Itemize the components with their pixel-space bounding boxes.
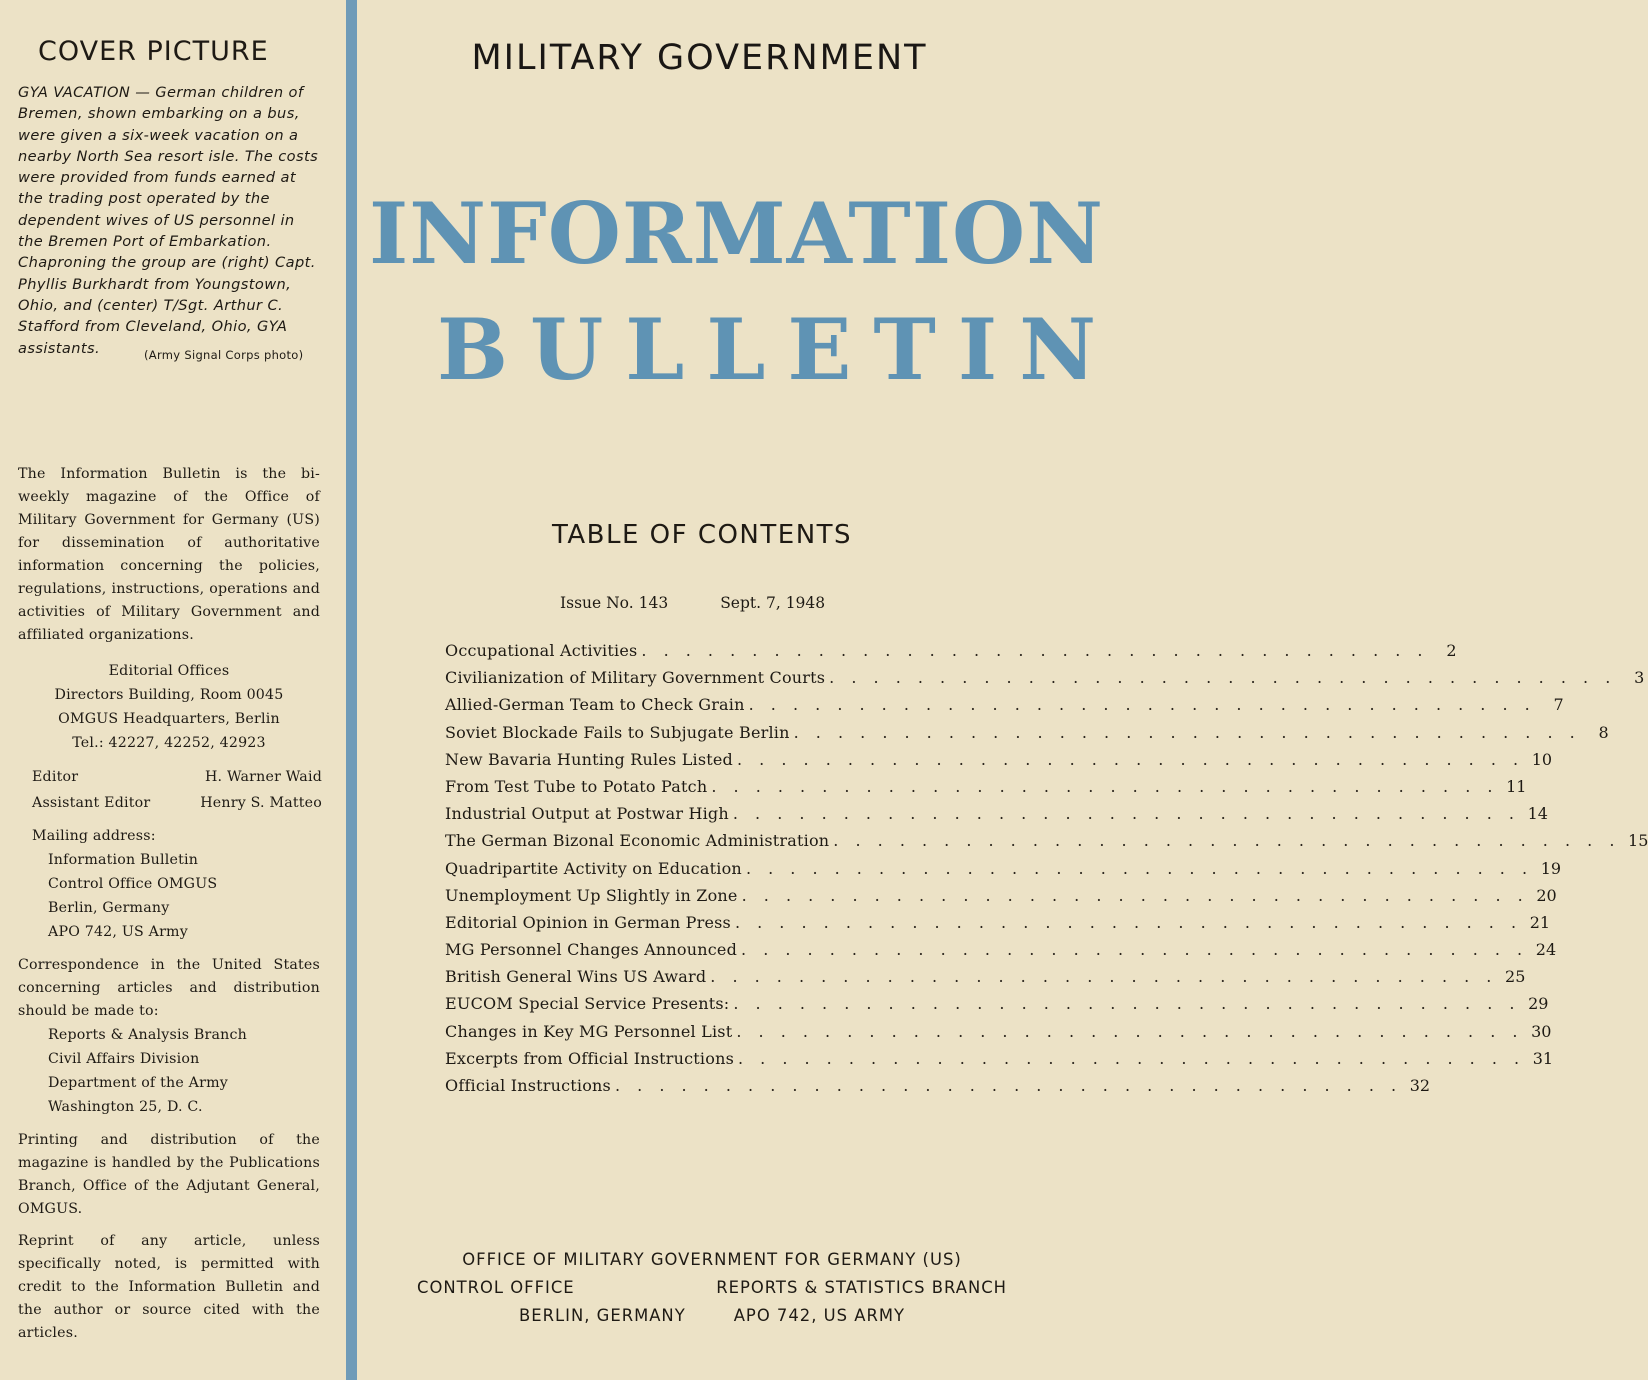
toc-leader: [711, 773, 1498, 800]
toc-entry: [445, 909, 1551, 936]
left-column: [0, 0, 345, 1380]
toc-heading: TABLE OF CONTENTS: [551, 520, 853, 550]
footer-city: BERLIN, GERMANY: [519, 1306, 686, 1325]
title-bulletin: BULLETIN: [437, 300, 1118, 399]
staff-role: Editor: [32, 769, 79, 785]
office-phone-line: Tel.: 42227, 42252, 42923: [72, 735, 266, 751]
cover-picture-heading: COVER PICTURE: [38, 36, 269, 67]
toc-page: 14: [1527, 804, 1548, 824]
toc-page: 3: [1634, 668, 1645, 688]
correspondence-line: Civil Affairs Division: [48, 1051, 200, 1067]
toc-entry: [445, 990, 1549, 1017]
footer-line-2: [417, 1274, 1007, 1302]
toc-entry: [445, 691, 1564, 718]
issue-date: Sept. 7, 1948: [720, 594, 826, 612]
staff-name: H. Warner Waid: [204, 769, 322, 785]
printing-note: Printing and distribution of the magazine is handled by the Publications Branch, Office of the Adjutant General, OMGUS.: [18, 1132, 320, 1217]
toc-leader: [741, 936, 1528, 963]
toc-entry: [445, 1045, 1554, 1072]
toc-title: Editorial Opinion in German Press: [445, 912, 731, 932]
toc-leader: [829, 664, 1616, 691]
toc-page: 29: [1528, 994, 1549, 1014]
issue-info: [560, 594, 860, 612]
staff-role: Assistant Editor: [32, 795, 151, 811]
toc-title: The German Bizonal Economic Administration: [445, 831, 830, 851]
toc-entry: [445, 936, 1557, 963]
title-information: INFORMATION: [369, 184, 1105, 283]
staff-row-assistant-editor: [32, 791, 322, 817]
editorial-offices-heading: Editorial Offices: [108, 663, 230, 679]
toc-title: EUCOM Special Service Presents:: [445, 994, 730, 1014]
toc-title: New Bavaria Hunting Rules Listed: [445, 749, 733, 769]
mailing-line: Berlin, Germany: [48, 900, 170, 916]
toc-title: MG Personnel Changes Announced: [445, 940, 738, 960]
toc-entry: [445, 882, 1557, 909]
toc-page: 10: [1531, 749, 1553, 769]
toc-leader: [733, 990, 1520, 1017]
mailing-address-label: Mailing address:: [32, 828, 156, 844]
footer-branch: REPORTS & STATISTICS BRANCH: [716, 1278, 1007, 1297]
toc-leader: [833, 827, 1620, 854]
toc-leader: [736, 1018, 1523, 1045]
toc-entry: [445, 664, 1645, 691]
toc-page: 32: [1409, 1076, 1431, 1095]
correspondence-text: Correspondence in the United States concerning articles and distribution should be made to:: [18, 957, 320, 1019]
footer-line-1: [417, 1246, 1007, 1274]
toc-page: 7: [1553, 695, 1564, 715]
toc-leader: [749, 691, 1536, 718]
toc-leader: [742, 882, 1529, 909]
office-address-line: OMGUS Headquarters, Berlin: [58, 711, 280, 727]
office-address-line: Directors Building, Room 0045: [54, 687, 284, 703]
photo-credit: (Army Signal Corps photo): [144, 348, 304, 362]
toc-page: 19: [1540, 858, 1562, 878]
toc-entry: [445, 1018, 1552, 1045]
toc-page: 15: [1628, 831, 1648, 851]
staff-name: Henry S. Matteo: [200, 795, 322, 811]
right-column: [357, 0, 1648, 1380]
toc-entry: [445, 719, 1609, 746]
toc-page: 24: [1535, 940, 1557, 960]
toc-leader: [641, 637, 1428, 664]
toc-leader: [615, 1072, 1402, 1099]
correspondence-line: Washington 25, D. C.: [48, 1099, 203, 1115]
mailing-line: APO 742, US Army: [48, 924, 188, 940]
footer-line-3: [417, 1302, 1007, 1330]
toc-leader: [737, 746, 1524, 773]
toc-page: 30: [1531, 1021, 1552, 1041]
toc-title: Occupational Activities: [445, 641, 638, 660]
footer-control-office: CONTROL OFFICE: [417, 1278, 575, 1297]
issue-number: Issue No. 143: [560, 594, 669, 612]
toc-entry: [445, 637, 1457, 664]
toc-entry: [445, 746, 1553, 773]
footer-apo: APO 742, US ARMY: [733, 1306, 905, 1325]
toc-title: Excerpts from Official Instructions: [445, 1048, 734, 1068]
column-divider-bar: [346, 0, 357, 1380]
mailing-address: [32, 824, 322, 944]
toc-title: British General Wins US Award: [445, 967, 707, 987]
table-of-contents: [445, 637, 1648, 1099]
toc-page: 25: [1505, 967, 1526, 987]
mailing-line: Control Office OMGUS: [48, 876, 218, 892]
toc-page: 20: [1536, 885, 1557, 905]
bulletin-description: The Information Bulletin is the bi-weekly magazine of the Office of Military Government for Germany (US) for dissemination of authoritative information concerning the policies, regulations, instructions, operations and activities of Military Government and affiliated organizations.: [18, 466, 320, 643]
toc-page: 11: [1506, 776, 1527, 796]
correspondence-line: Reports & Analysis Branch: [48, 1027, 248, 1043]
toc-page: 2: [1446, 641, 1457, 660]
toc-leader: [794, 719, 1581, 746]
toc-leader: [710, 963, 1497, 990]
toc-title: Quadripartite Activity on Education: [445, 858, 742, 878]
toc-page: 8: [1598, 722, 1609, 742]
footer-office: OFFICE OF MILITARY GOVERNMENT FOR GERMANY (US): [462, 1250, 962, 1269]
cover-caption: GYA VACATION — German children of Bremen, shown embarking on a bus, were given a six-week vacation on a nearby North Sea resort isle. The costs were provided from funds earned at the trading post operated by the dependent wives of US personnel in the Bremen Port of Embarkation. Chaproning the group are (right) Capt. Phyllis Burkhardt from Youngstown, Ohio, and (center) T/Sgt. Arthur C. Stafford from Cleveland, Ohio, GYA assistants.: [18, 84, 319, 357]
toc-title: Official Instructions: [445, 1076, 611, 1095]
staff-list: [32, 765, 322, 817]
publisher-footer: [417, 1246, 1007, 1330]
toc-entry: [445, 773, 1527, 800]
toc-page: 21: [1529, 912, 1551, 932]
toc-entry: [445, 963, 1526, 990]
toc-entry: [445, 800, 1548, 827]
toc-leader: [738, 1045, 1525, 1072]
toc-leader: [733, 800, 1520, 827]
toc-title: Unemployment Up Slightly in Zone: [445, 885, 738, 905]
mailing-line: Information Bulletin: [48, 852, 199, 868]
masthead: MILITARY GOVERNMENT: [471, 38, 928, 78]
toc-leader: [735, 909, 1522, 936]
toc-title: From Test Tube to Potato Patch: [445, 776, 708, 796]
toc-leader: [746, 855, 1533, 882]
editorial-offices: [18, 659, 320, 755]
toc-title: Changes in Key MG Personnel List: [445, 1021, 733, 1041]
toc-entry: [445, 855, 1562, 882]
toc-entry: [445, 1072, 1431, 1099]
toc-page: 31: [1532, 1048, 1554, 1068]
correspondence-line: Department of the Army: [48, 1075, 228, 1091]
toc-title: Industrial Output at Postwar High: [445, 804, 729, 824]
correspondence-block: [18, 954, 320, 1119]
reprint-note: Reprint of any article, unless specifically noted, is permitted with credit to the Information Bulletin and the author or source cited with the articles.: [18, 1233, 320, 1341]
toc-title: Civilianization of Military Government Courts: [445, 668, 826, 688]
staff-row-editor: [32, 765, 322, 791]
toc-title: Soviet Blockade Fails to Subjugate Berlin: [445, 722, 790, 742]
toc-entry: [445, 827, 1648, 854]
toc-title: Allied-German Team to Check Grain: [445, 695, 745, 715]
